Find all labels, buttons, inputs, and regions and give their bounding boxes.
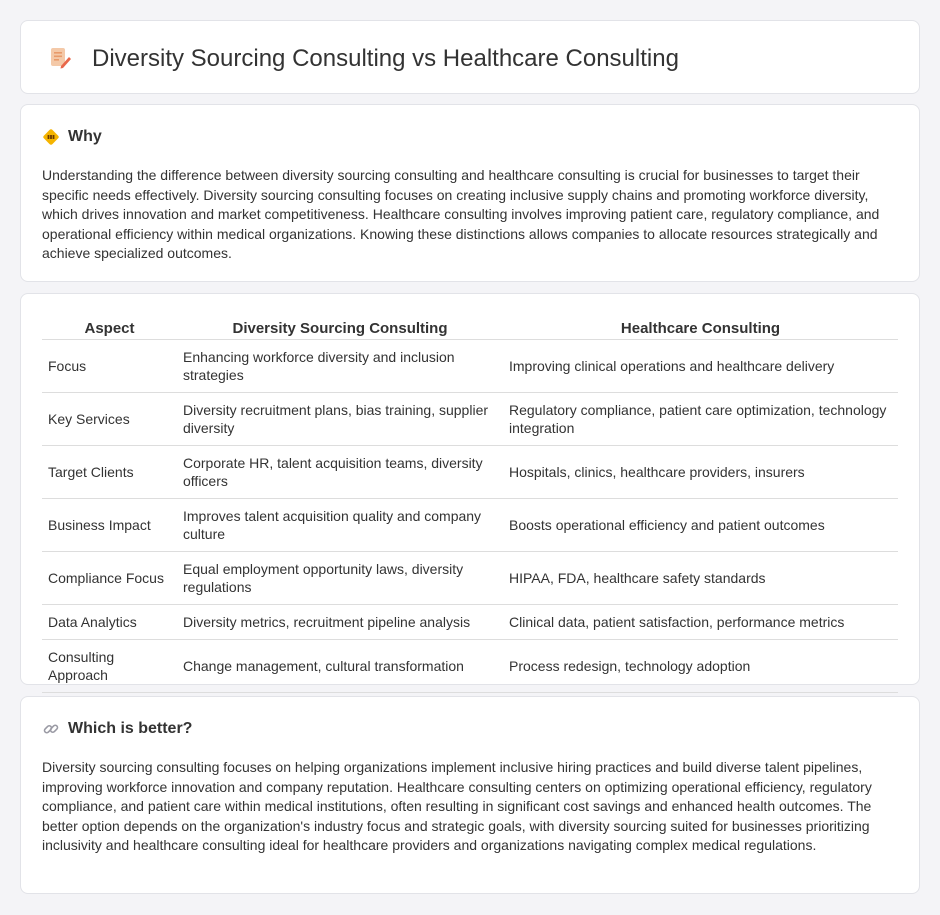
table-row	[42, 552, 898, 605]
table-row	[42, 393, 898, 446]
aspect-cell: Key Services	[42, 393, 177, 446]
diversity-cell: Diversity recruitment plans, bias training, supplier diversity	[177, 393, 503, 446]
aspect-cell: Compliance Focus	[42, 552, 177, 605]
healthcare-cell: Process redesign, technology adoption	[503, 640, 898, 693]
healthcare-cell: Boosts operational efficiency and patient outcomes	[503, 499, 898, 552]
which-better-section	[20, 696, 920, 894]
healthcare-cell: Regulatory compliance, patient care optimization, technology integration	[503, 393, 898, 446]
better-heading: Which is better?	[68, 720, 193, 737]
title-card	[20, 20, 920, 94]
table-row	[42, 446, 898, 499]
table-row	[42, 499, 898, 552]
aspect-cell: Consulting Approach	[42, 640, 177, 693]
aspect-cell: Business Impact	[42, 499, 177, 552]
healthcare-cell: HIPAA, FDA, healthcare safety standards	[503, 552, 898, 605]
aspect-cell: Focus	[42, 340, 177, 393]
comparison-table	[42, 316, 898, 693]
table-row	[42, 605, 898, 640]
diversity-cell: Improves talent acquisition quality and company culture	[177, 499, 503, 552]
header-aspect: Aspect	[42, 316, 177, 340]
diversity-cell: Diversity metrics, recruitment pipeline analysis	[177, 605, 503, 640]
table-row	[42, 340, 898, 393]
page-title: Diversity Sourcing Consulting vs Healthcare Consulting	[92, 45, 679, 72]
why-heading: Why	[68, 128, 102, 145]
aspect-cell: Target Clients	[42, 446, 177, 499]
comparison-section	[20, 293, 920, 685]
header-diversity: Diversity Sourcing Consulting	[177, 316, 503, 340]
healthcare-cell: Hospitals, clinics, healthcare providers, insurers	[503, 446, 898, 499]
document-pencil-icon	[48, 46, 72, 70]
diamond-warning-icon	[42, 128, 60, 146]
diversity-cell: Enhancing workforce diversity and inclusion strategies	[177, 340, 503, 393]
diversity-cell: Equal employment opportunity laws, diversity regulations	[177, 552, 503, 605]
table-header-row	[42, 316, 898, 340]
table-row	[42, 640, 898, 693]
header-healthcare: Healthcare Consulting	[503, 316, 898, 340]
healthcare-cell: Clinical data, patient satisfaction, performance metrics	[503, 605, 898, 640]
healthcare-cell: Improving clinical operations and healthcare delivery	[503, 340, 898, 393]
diversity-cell: Change management, cultural transformation	[177, 640, 503, 693]
why-text: Understanding the difference between diversity sourcing consulting and healthcare consulting is crucial for businesses to target their specific needs effectively. Diversity sourcing consulting focuses on creating inclusive supply chains and promoting workforce diversity, which drives innovation and market competitiveness. Healthcare consulting involves improving patient care, regulatory compliance, and operational efficiency within medical organizations. Knowing these distinctions allows companies to allocate resources strategically and achieve specialized outcomes.	[42, 167, 880, 262]
better-text: Diversity sourcing consulting focuses on helping organizations implement inclusive hiring practices and build diverse talent pipelines, improving workforce innovation and company reputation. Healthcare consulting centers on optimizing operational efficiency, regulatory compliance, and patient care within medical institutions, often resulting in significant cost savings and enhanced health outcomes. The better option depends on the organization's industry focus and strategic goals, with diversity sourcing suited for businesses prioritizing inclusivity and healthcare consulting ideal for healthcare providers and organizations navigating complex medical regulations.	[42, 759, 872, 854]
aspect-cell: Data Analytics	[42, 605, 177, 640]
diversity-cell: Corporate HR, talent acquisition teams, diversity officers	[177, 446, 503, 499]
why-section	[20, 104, 920, 282]
link-icon	[42, 720, 60, 738]
